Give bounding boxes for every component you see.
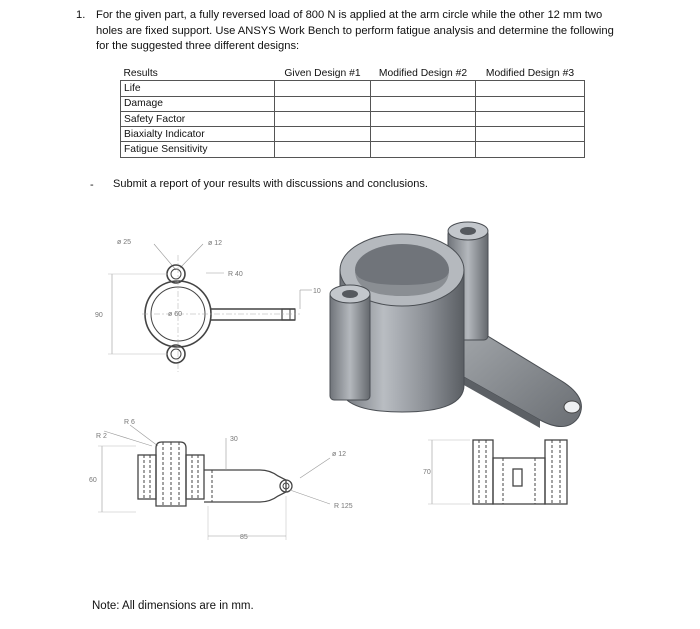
submit-instruction: Submit a report of your results with discussions and conclusions. bbox=[113, 178, 428, 190]
note: Note: All dimensions are in mm. bbox=[92, 600, 254, 612]
row-label-safety-factor: Safety Factor bbox=[121, 111, 275, 126]
side-view bbox=[428, 440, 567, 504]
dim-h60: 60 bbox=[89, 477, 97, 484]
header-design-1: Given Design #1 bbox=[275, 66, 371, 81]
top-view bbox=[108, 244, 312, 372]
dim-d12-front: ø 12 bbox=[332, 451, 347, 458]
question-text: For the given part, a fully reversed load of 800 N is applied at the arm circle while the other 12 mm two holes are fixed support. Use ANSYS Work Bench to perform fatigue analysis and determine the following for the suggested three different designs: bbox=[96, 9, 614, 52]
dim-h70: 70 bbox=[423, 469, 431, 476]
row-label-life: Life bbox=[121, 81, 275, 96]
row-label-damage: Damage bbox=[121, 96, 275, 111]
isometric-view bbox=[330, 222, 581, 428]
dim-l85: 85 bbox=[240, 534, 248, 541]
dim-r6: R 6 bbox=[124, 419, 135, 426]
dim-d60: ø 60 bbox=[168, 311, 183, 318]
dim-w30: 30 bbox=[230, 436, 238, 443]
front-view bbox=[98, 425, 330, 540]
dim-d25: ø 25 bbox=[117, 239, 132, 246]
dim-d12-top: ø 12 bbox=[208, 240, 223, 247]
question-number: 1. bbox=[76, 9, 86, 21]
header-design-2: Modified Design #2 bbox=[371, 66, 476, 81]
dim-r2: R 2 bbox=[96, 433, 107, 440]
dim-w10: 10 bbox=[313, 288, 321, 295]
dim-h90: 90 bbox=[95, 312, 103, 319]
row-label-biaxiality: Biaxialty Indicator bbox=[121, 127, 275, 142]
dim-r40: R 40 bbox=[228, 271, 243, 278]
dim-r125: R 125 bbox=[334, 503, 353, 510]
bullet-marker: - bbox=[90, 179, 94, 191]
header-results: Results bbox=[121, 66, 275, 81]
header-design-3: Modified Design #3 bbox=[476, 66, 585, 81]
row-label-fatigue-sensitivity: Fatigue Sensitivity bbox=[121, 142, 275, 157]
